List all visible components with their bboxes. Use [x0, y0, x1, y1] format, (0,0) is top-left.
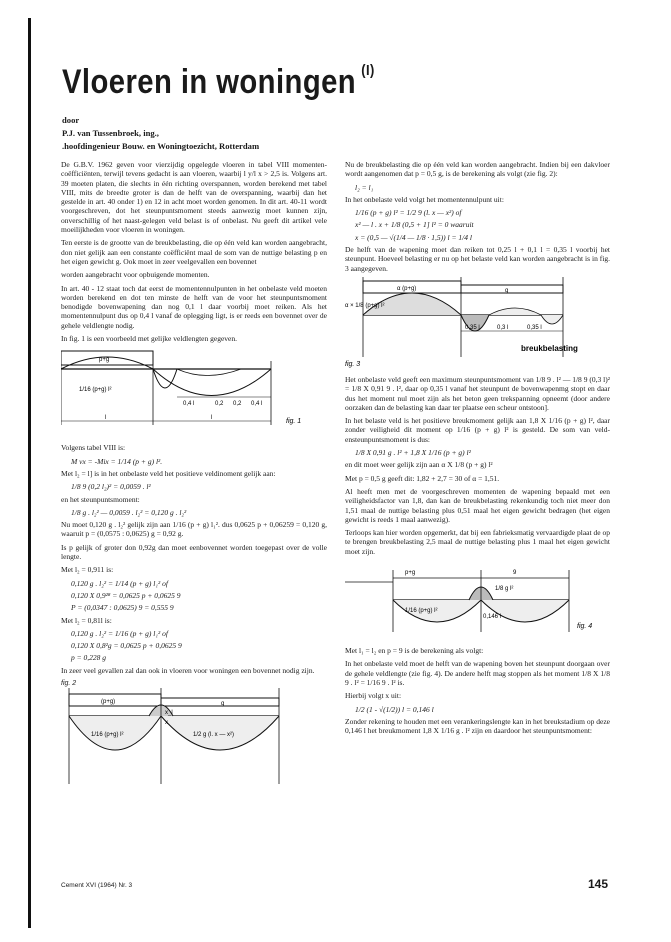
fig1-span: l: [105, 415, 107, 422]
fig4-dim: 0,146 l: [483, 614, 502, 621]
fig4-moment2-label: 1/8 g l²: [495, 586, 514, 593]
formula: x = (0,5 — √(1/4 — 1/8 · 1,5)) l = 1/4 l: [355, 232, 472, 242]
journal-reference: Cement XVI (1964) Nr. 3: [61, 882, 133, 889]
paragraph: De G.B.V. 1962 geven voor vierzijdig opgelegde vloeren in tabel VIII momenten-coëfficiënten, terwijl tevens gedacht is aan vloeren, waarbij l y/l x > 2,5 is. Volgens art. 39 moeten platen, die slechts in één richting overspannen, worden berekend met tabel VIII, mits de breedte groter is dan de helft van de overspanning, waarbij dan het gestelde in art. 40 onder 1) en 12 in acht moet worden genomen. In dit art. 40-11 wordt voorgeschreven, dot het steunpuntsmoment steeds aanwezig moet kunnen zijn, onverschillig of het naast-gelegen veld belast is of onbelast. Nu geeft dit artikel vele moeilijkheden voor vloeren in woningen.: [61, 160, 327, 235]
fig2-moment2-label: 1/2 g (l. x — x²): [193, 732, 235, 739]
fig1-load-label: p+g: [99, 357, 110, 364]
fig3-load2-label: g: [505, 287, 509, 294]
fig1-dim: 0,4 l: [183, 401, 195, 408]
paragraph: Al heeft men met de voorgeschreven momenten de wapening bepaald met een veiligheidsfactor van 1,8, dan kan de breukbelasting rekenkundig toch niet meer don 1,51 maal de nuttige belasting plus 0,51 maal het eigen gewicht bedragen (het eigen gewicht is reeds 1 maal aanwezig).: [345, 486, 610, 524]
figure-3: [345, 277, 610, 369]
paragraph: Met l₂ = 0,81l is:: [61, 615, 112, 625]
formula: l₂ = l₁: [355, 182, 374, 192]
formula: 0,120 g . l₂² = 1/16 (p + g) l₁² of: [71, 628, 168, 638]
paragraph: Hierbij volgt x uit:: [345, 691, 402, 701]
fig2-load2-label: g: [221, 701, 225, 708]
article-title: Vloeren in woningen $^{(I)}$: [62, 62, 375, 101]
paragraph: Ten eerste is de grootte van de breukbelasting, die op één veld kan worden aangebracht, don niet gelijk aan een constante coëfficiënt maal de som van de nuttige belasting p en het eigen gewicht g. Ook moet in zeer veelgevallen een bovennet: [61, 238, 327, 266]
fig3-dim: 0,35 l: [465, 324, 480, 331]
paragraph: Terloops kan hier worden opgemerkt, dat bij een fabrieksmatig vervaardigde plaat de op te brengen breukbelasting 2,5 maal de nuttige belasting plus 1 maal het eigen gewicht moet zijn.: [345, 528, 610, 556]
left-margin-rule: [28, 18, 31, 928]
formula: 1/2 (1 - √(1/2)) l = 0,146 l: [355, 704, 434, 714]
title-part-marker: (I): [361, 62, 375, 79]
left-column: [61, 160, 327, 792]
fig3-load-label: α (p+g): [397, 285, 417, 292]
formula: x² — l . x + 1/8 (0,5 + 1] l² = 0 waaruit: [355, 220, 474, 230]
fig1-dim: 0,2: [215, 401, 224, 408]
fig3-dim: 0,35 l: [527, 324, 542, 331]
paragraph: Zonder rekening te houden met een verankeringslengte kan in het breukstadium op deze 0,146 l het breukmoment 1,8 X 1/16 g . l² zijn en daardoor het steunpuntsmoment:: [345, 716, 610, 736]
paragraph: In het onbelaste veld moet de helft van de wapening boven het steunpunt doorgaan over de gehele veldlengte (zie fig. 4). De andere helft mag stoppen als het moment 1/8 X 1/8 9 . l² = 1/16 9 . l² is.: [345, 659, 610, 687]
formula: 0,120 g . l₂² = 1/14 (p + g) l₁² of: [71, 578, 168, 588]
figure-1: [61, 347, 327, 437]
byline: [62, 114, 259, 153]
fig2-load-label: (p+g): [101, 699, 116, 706]
fig1-dim: 0,2: [233, 401, 242, 408]
right-column: [345, 160, 610, 739]
figure-2: [61, 679, 327, 786]
paragraph: Nu moet 0,120 g . l₂² gelijk zijn aan 1/16 (p + g) l₁². dus 0,0625 p + 0,06259 = 0,120 g, waaruit p = (0,0575 : 0,0625) g = 0,92 g.: [61, 520, 327, 539]
paragraph: In art. 40 - 12 staat toch dat eerst de momentennulpunten in het onbelaste veld moeten worden berekend en dot ten minste de helft van de voor het steunpuntsmoment benodigde bovenwapening dan nog 0,1 l daar voorbij moet reiken. Als het momentennulpunt dus op 0,4 l vanaf de oplegging ligt, is er reeds een bovennet over de gehele veldlengte nodig.: [61, 283, 327, 330]
author-affiliation: .hoofdingenieur Bouw. en Woningtoezicht, Rotterdam: [62, 141, 260, 151]
paragraph: en het steunpuntsmoment:: [61, 494, 140, 504]
paragraph: Nu de breukbelasting die op één veld kan worden aangebracht. Indien bij een dakvloer wordt aangenomen dat p = 0,5 g, is de berekening als volgt (zie fig. 2):: [345, 160, 610, 179]
fig2-x-label: x_l: [165, 710, 173, 717]
paragraph: Met p = 0,5 g geeft dit: 1,82 + 2,7 = 30 of α = 1,51.: [345, 473, 500, 483]
fig4-caption: fig. 4: [577, 623, 593, 631]
byline-door: door: [62, 115, 80, 125]
fig2-moment-label: 1/16 (p+g) l²: [91, 732, 124, 739]
fig1-moment-label: 1/16 (p+g) l²: [79, 387, 112, 394]
formula: M vx = -Mix = 1/14 (p + g) l².: [71, 456, 163, 466]
fig3-dim: 0,3 l: [497, 324, 509, 331]
formula: 0,120 X 0,9²⁸ = 0,0625 p + 0,0625 9: [71, 590, 181, 600]
formula: 1/8 9 (0,2 l₂)² = 0,0059 . l²: [71, 482, 151, 492]
fig1-dim: 0,4 l: [251, 401, 263, 408]
paragraph: In zeer veel gevallen zal dan ook in vloeren voor woningen een bovennet nodig zijn.: [61, 665, 315, 675]
paragraph: worden aangebracht voor opbuigende momenten.: [61, 270, 210, 280]
paragraph: In het onbelaste veld volgt het momentennulpunt uit:: [345, 194, 504, 204]
fig1-span: l: [211, 415, 213, 422]
fig2-x-label: x: [165, 720, 168, 727]
paragraph: Het onbelaste veld geeft een maximum steunpuntsmoment van 1/8 9 . l² — 1/8 9 (0,3 l)² = 1/8 X 0,91 9 . l², daar op 0,35 l vanaf het steunpunt de bovenwapenmg stopt en daar dus het moment nul moet zijn als het beton geen trekspanning opneemt (door andere oorzaken dan de belasting kan daar ter plaatse een scheur ontstoon].: [345, 374, 610, 412]
paragraph: De helft van de wapening moet dan reiken tot 0,25 l + 0,1 l = 0,35 l voorbij het steunpunt. Hoeveel belasting er nu op het belaste veld kan worden aangebracht is in fig. 3 aangegeven.: [345, 245, 610, 273]
fig4-moment-label: 1/16 (p+g) l²: [405, 608, 438, 615]
fig3-moment-label: α × 1/8 (p+g) l²: [345, 302, 385, 309]
fig1-caption: fig. 1: [286, 418, 302, 426]
paragraph: en dit moet weer gelijk zijn aan α X 1/8 (p + g) l²: [345, 460, 493, 470]
paragraph: In het belaste veld is het positieve breukmoment gelijk aan 1,8 X 1/16 (p + g) l², daar zonder veiligheid dit moment op 1/16 (p + g) l² is gesteld. De som van veld- ensteunpuntsmoment is dus:: [345, 416, 610, 444]
figure-4: [345, 560, 610, 640]
formula: P = (0,0347 : 0,0625) 9 = 0,555 9: [71, 603, 174, 613]
paragraph: Met l₂ = l] is in het onbelaste veld het positieve veldinoment gelijk aan:: [61, 468, 276, 478]
fig3-breukbelasting-label: breukbelasting: [521, 343, 578, 353]
formula: 1/8 g . l₂² — 0,0059 . l₂² = 0,120 g . l₂²: [71, 507, 187, 517]
paragraph: Is p gelijk of groter don 0,92g dan moet eenbovennet worden toegepast over de volle lengte.: [61, 542, 327, 562]
formula: 0,120 X 0,8²g = 0,0625 p + 0,0625 9: [71, 641, 182, 651]
paragraph: Met l₁ = l₂ en p = 9 is de berekening als volgt:: [345, 646, 484, 656]
formula: 1/16 (p + g) l² = 1/2 9 (l. x — x²) of: [355, 208, 462, 218]
formula: 1/8 X 0,91 g . l² + 1,8 X 1/16 (p + g) l²: [355, 448, 471, 458]
author-name: P.J. van Tussenbroek, ing.,: [62, 128, 159, 138]
fig4-load-label: p+g: [405, 570, 416, 577]
paragraph: Volgens tabel VIII is:: [61, 443, 126, 453]
page-number: 145: [588, 877, 609, 891]
paragraph: In fig. 1 is een voorbeeld met gelijke veldlengten gegeven.: [61, 334, 237, 344]
fig2-caption: fig. 2: [61, 679, 77, 687]
fig3-caption: fig. 3: [345, 360, 361, 368]
paragraph: Met l₂ = 0,911 is:: [61, 565, 114, 575]
fig4-load2-label: 9: [513, 570, 517, 577]
formula: p = 0,228 g: [71, 653, 107, 663]
